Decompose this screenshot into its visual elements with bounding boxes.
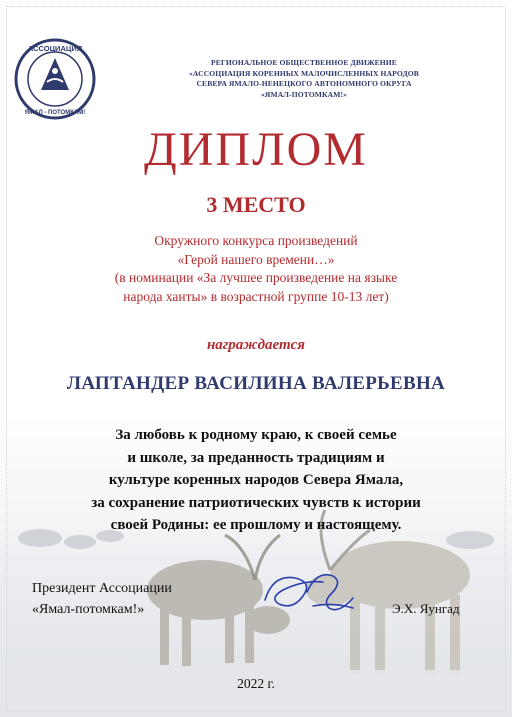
org-line-3: СЕВЕРА ЯМАЛО-НЕНЕЦКОГО АВТОНОМНОГО ОКРУГА <box>196 79 412 89</box>
reason-line-2: и школе, за преданность традициям и <box>127 449 385 466</box>
reason-line-4: за сохранение патриотических чувств к истории <box>91 494 421 511</box>
diploma-title: ДИПЛОМ <box>144 123 368 176</box>
handwritten-signature <box>255 562 365 622</box>
reason-line-5: своей Родины: ее прошлому и настоящему. <box>110 517 402 533</box>
award-reason <box>40 424 472 537</box>
signatory-role <box>32 578 172 620</box>
contest-line-2: «Герой нашего времени…» <box>177 251 335 267</box>
org-line-2: «АССОЦИАЦИЯ КОРЕННЫХ МАЛОЧИСЛЕННЫХ НАРОДОВ <box>189 68 419 78</box>
signatory-name: Э.Х. Яунгад <box>392 601 460 616</box>
recipient-name: ЛАПТАНДЕР ВАСИЛИНА ВАЛЕРЬЕВНА <box>66 373 446 394</box>
logo-text-bottom: ЯМАЛ - ПОТОМКАМ! <box>24 110 86 116</box>
diploma-year: 2022 г. <box>237 676 275 691</box>
awarded-label: награждается <box>206 337 306 353</box>
logo-text-top: АССОЦИАЦИЯ <box>27 44 83 53</box>
org-line-1: РЕГИОНАЛЬНОЕ ОБЩЕСТВЕННОЕ ДВИЖЕНИЕ <box>211 58 397 67</box>
org-line-4: «ЯМАЛ-ПОТОМКАМ!» <box>260 89 348 99</box>
organization-header <box>108 58 500 100</box>
place-heading: 3 МЕСТО <box>206 192 306 217</box>
signatory-role-line-1: Президент Ассоциации <box>32 581 172 596</box>
association-logo <box>14 38 96 120</box>
contest-line-3: (в номинации «За лучшее произведение на языке <box>114 270 398 285</box>
contest-line-1: Окружного конкурса произведений <box>154 233 358 248</box>
contest-description <box>60 232 452 306</box>
reason-line-1: За любовь к родному краю, к своей семье <box>115 427 397 443</box>
contest-line-4: народа ханты» в возрастной группе 10-13 лет) <box>123 288 389 304</box>
reason-line-3: культуре коренных народов Севера Ямала, <box>108 472 404 488</box>
signatory-role-line-2: «Ямал-потомкам!» <box>32 602 145 617</box>
